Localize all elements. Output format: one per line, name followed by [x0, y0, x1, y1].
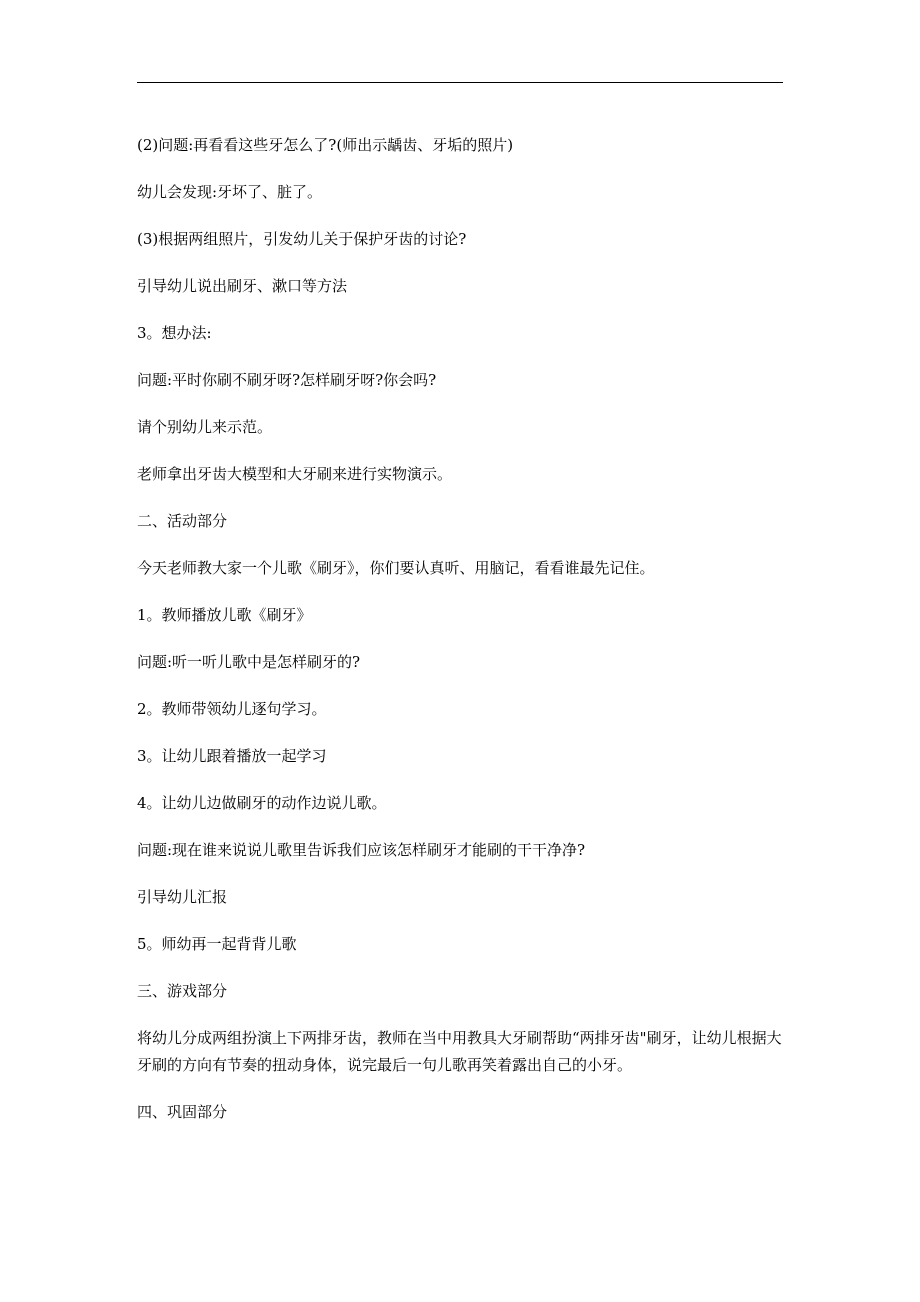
paragraph: 幼儿会发现:牙坏了、脏了。 [137, 183, 323, 201]
paragraph: 老师拿出牙齿大模型和大牙刷来进行实物演示。 [137, 465, 453, 483]
paragraph: 引导幼儿说出刷牙、漱口等方法 [137, 277, 348, 295]
paragraph: 问题:现在谁来说说儿歌里告诉我们应该怎样刷牙才能刷的干干净净? [137, 841, 586, 859]
paragraph: 2。教师带领幼儿逐句学习。 [137, 700, 327, 718]
section-heading: 四、巩固部分 [137, 1103, 228, 1121]
paragraph: 请个别幼儿来示范。 [137, 418, 273, 436]
paragraph: 3。想办法: [137, 324, 212, 342]
document-body [137, 132, 787, 1126]
paragraph: 4。让幼儿边做刷牙的动作边说儿歌。 [137, 794, 387, 812]
paragraph: (3)根据两组照片，引发幼儿关于保护牙齿的讨论? [137, 230, 467, 248]
paragraph: 问题:平时你刷不刷牙呀?怎样刷牙呀?你会吗? [137, 371, 437, 389]
paragraph: 1。教师播放儿歌《刷牙》 [137, 606, 312, 624]
paragraph: 3。让幼儿跟着播放一起学习 [137, 747, 327, 765]
paragraph: 将幼儿分成两组扮演上下两排牙齿，教师在当中用教具大牙刷帮助“两排牙齿"刷牙，让幼儿根据大牙刷的方向有节奏的扭动身体，说完最后一句儿歌再笑着露出自己的小牙。 [137, 1029, 782, 1074]
paragraph: 问题:听一听儿歌中是怎样刷牙的? [137, 653, 361, 671]
paragraph: 5。师幼再一起背背儿歌 [137, 935, 297, 953]
paragraph: (2)问题:再看看这些牙怎么了?(师出示龋齿、牙垢的照片) [137, 136, 514, 154]
header-rule [137, 82, 783, 83]
paragraph: 引导幼儿汇报 [137, 888, 228, 906]
section-heading: 二、活动部分 [137, 512, 228, 530]
section-heading: 三、游戏部分 [137, 982, 228, 1000]
paragraph: 今天老师教大家一个儿歌《刷牙》，你们要认真听、用脑记，看看谁最先记住。 [137, 559, 655, 577]
